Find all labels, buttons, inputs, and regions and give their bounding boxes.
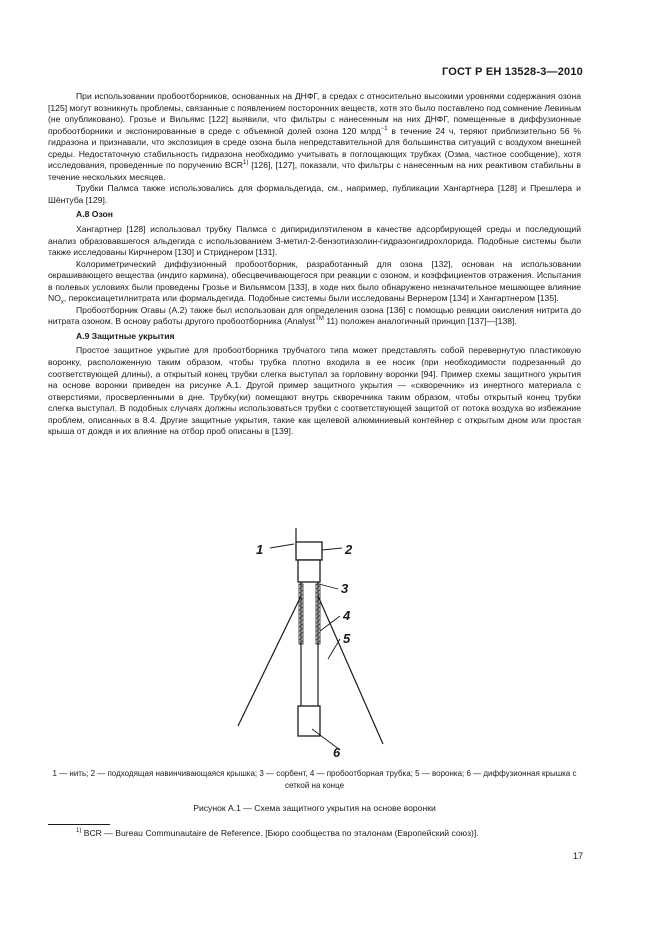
text-run: 11) положен аналогичный принцип [137]—[138]. [323,316,517,327]
figure-label-6: 6 [333,745,341,760]
figure-label-5: 5 [343,631,351,646]
figure-caption: Рисунок А.1 — Схема защитного укрытия на основе воронки [193,803,436,813]
paragraph [48,91,581,183]
figure-label-4: 4 [343,608,351,623]
figure-legend: 1 — нить; 2 — подходящая навинчивающаяся крышка; 3 — сорбент, 4 — пробоотборная трубка; 5 — воронка; 6 — диффузионная крышка с сеткой на конце [52,769,577,790]
leader-line [322,548,342,550]
footnote-divider [48,824,110,825]
leader-line [270,544,294,548]
figure-label-3: 3 [341,581,349,596]
text-run: [126], [127], показали, что фильтры с нанесенным на них реактивом стабильны в течение нескольких месяцев. [48,160,581,182]
document-header: ГОСТ Р ЕН 13528-3—2010 [441,66,583,78]
leader-line [328,639,340,659]
figure-label-2: 2 [345,542,353,557]
body-text [48,91,581,438]
funnel-diagram [48,526,581,766]
text-run: Колориметрический диффузионный пробоотборник, разработанный для озона [132], основан на использовании окрашивающего вещества (индиго кармина), обесцвечивающегося при реакции с озоном, и коэффициентов отражения. Испытания в полевых условиях были проведены Грозье и Вильямсом [133], в ходе них было обнаружено незначительное мешающее влияние NO [48,258,581,304]
funnel-side-left [238,596,301,726]
subscript: x [60,300,64,307]
section-heading-a8: А.8 Озон [76,209,113,220]
leader-line [319,584,338,589]
footnote-text: BCR — Bureau Communautaire de Reference. [Бюро сообщества по эталонам (Европейский союз)]. [81,828,479,838]
figure-label-1: 1 [256,542,264,557]
section-heading-a9: А.9 Защитные укрытия [76,330,175,341]
paragraph: Хангартнер [128] использовал трубку Палмса с дипиридилэтиленом в качестве адсорбирующей среды и последующий анализ образовавшегося альдегида с использованием 3-метил-2-бензотиазолин-гидразонгидрохлорида. Подобные системы были также исследованы Кирчнером [130] и Стриднером [131]. [48,224,581,258]
diffusion-cap [298,706,320,736]
text-run: в течение 24 ч, теряют приблизительно 56 % гидразона и признавали, что экспозиция в среде озона была непредставительной для большинства ситуаций с воздухом внешней среды. Недостаточную стабильность гидразона необходимо учитывать в поглощающих трубках (Озма, частное сообщение), хотя исследования, проведенные по поручению BCR [48,125,581,171]
text-run: Пробоотборник Огавы (А.2) также был использован для определения озона [136] с помощью реакции окисления нитрита до нитрата озоном. В основу работы другого пробоотборника (Analyst [48,304,581,327]
paragraph [48,259,581,305]
paragraph: Простое защитное укрытие для пробоотборника трубчатого типа может представлять собой перевернутую пластиковую воронку, расположенную таким образом, чтобы трубка плотно входила в ее носик (при необходимости подрезанный до соответствующей длины), а открытый конец трубки слегка выступал за горловину воронки [94]. Пример схемы защитного укрытия на основе воронки приведен на рисунке А.1. Другой пример защитного укрытия — «скворечник» из инертного материала с отверстиями, просверленными в дне. Трубку(ки) помещают внутрь скворечника таким образом, чтобы открытый конец трубки слегка выступал. В подобных случаях должны использоваться трубки с соответствующей защитой от потока воздуха во избежание проблем, описанных в 8.4. Другие защитные укрытия, такие как щелевой алюминиевый контейнер с открытым дном или простая крыша от дождя и их влияние на отбор проб описаны в [139]. [48,345,581,437]
figure-funnel-shelter [48,526,581,766]
text-run: , пероксиацетилнитрата или формальдегида. Подобные системы были исследованы Вернером [134] и Хангартнером [135]. [63,293,559,304]
superscript: −1 [380,125,388,132]
footnote-marker: 1) [76,828,82,835]
text-run: При использовании пробоотборников, основанных на ДНФГ, в средах с относительно высокими уровнями содержания озона [125] могут возникнуть проблемы, связанные с появлением посторонних веществ, хотя это было поставлено под сомнение Левиным (не опубликовано). Грозье и Вильямс [122] выявили, что фильтры с нанесенным на них ДНФГ, помещенные в диффузионные пробоотборники и экспонированные в среде с объемной долей озона 120 млрд [48,91,581,136]
paragraph: Трубки Палмса также использовались для формальдегида, см., например, публикации Хангартнера [128] и Прешлера и Шёнтуба [129]. [48,183,581,205]
sorbent-right [316,584,320,644]
leader-line [320,616,340,631]
funnel-side-right [318,596,383,744]
paragraph [48,305,581,328]
tube-top [298,560,320,582]
screw-cap [296,542,322,560]
superscript: TM [315,316,324,323]
sorbent-left [299,584,303,644]
footnote-ref: 1) [243,160,249,167]
footnote [76,828,581,838]
page-number: 17 [572,851,583,861]
